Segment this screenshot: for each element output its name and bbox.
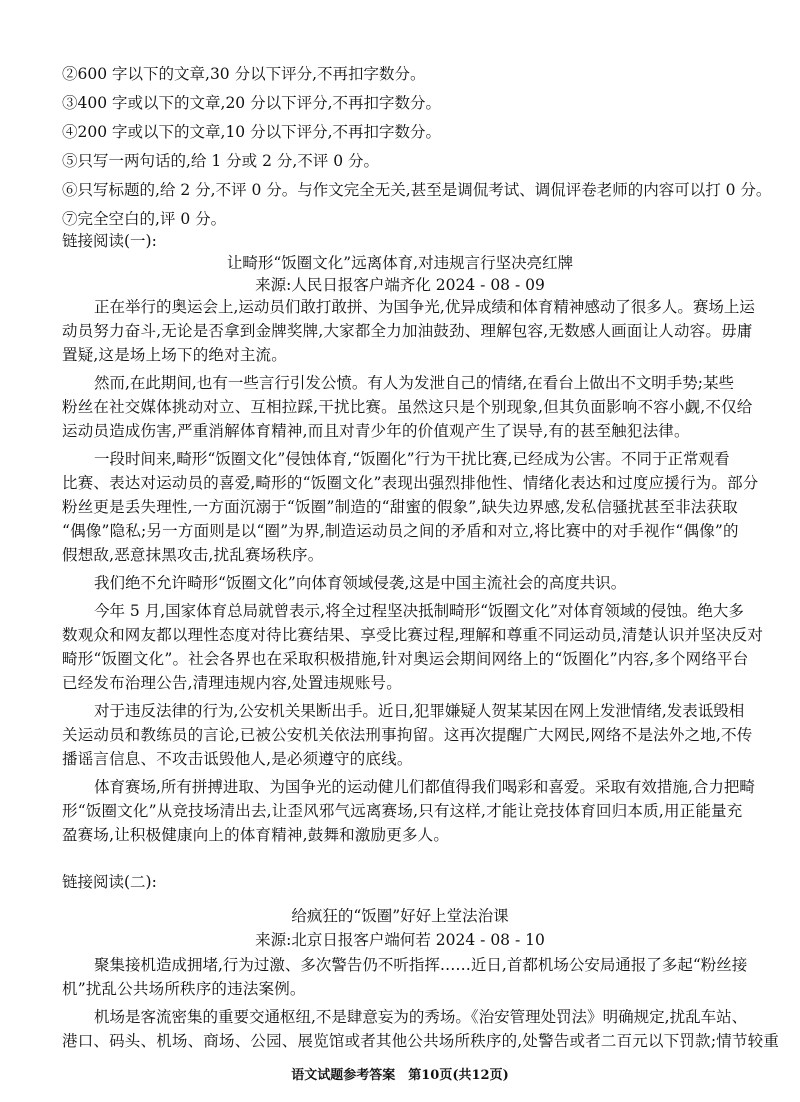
reading-1-title: 让畸形“饭圈文化”远离体育,对违规言行坚决亮红牌 xyxy=(226,254,574,272)
reading-2-line: 聚集接机造成拥堵,行为过激、多次警告仍不听指挥……近日,首都机场公安局通报了多起“粉丝接 xyxy=(94,956,748,974)
reading-1-line: 对于违反法律的行为,公安机关果断出手。近日,犯罪嫌疑人贺某某因在网上发泄情绪,发表诋毁相 xyxy=(94,702,745,720)
reading-1-line: 一段时间来,畸形“饭圈文化”侵蚀体育,“饭圈化”行为干扰比赛,已经成为公害。不同于正常观看 xyxy=(94,450,730,468)
reading-2-line: 机场是客流密集的重要交通枢纽,不是肆意妄为的秀场。《治安管理处罚法》明确规定,扰乱车站、 xyxy=(94,1008,748,1026)
scoring-rule-6: ⑥只写标题的,给 2 分,不评 0 分。与作文完全无关,甚至是调侃考试、调侃评卷老师的内容可以打 0 分。 xyxy=(62,181,772,199)
scoring-rule-7: ⑦完全空白的,评 0 分。 xyxy=(62,210,227,228)
scoring-rule-5: ⑤只写一两句话的,给 1 分或 2 分,不评 0 分。 xyxy=(62,152,380,170)
reading-1-line: 盈赛场,让积极健康向上的体育精神,鼓舞和激励更多人。 xyxy=(62,826,450,844)
reading-1-heading: 链接阅读(一): xyxy=(62,232,157,250)
page-footer: 语文试题参考答案 第10页(共12页) xyxy=(291,1068,509,1083)
reading-1-line: 今年 5 月,国家体育总局就曾表示,将全过程坚决抵制畸形“饭圈文化”对体育领域的侵蚀。绝大多 xyxy=(94,602,744,620)
scoring-rule-4: ④200 字或以下的文章,10 分以下评分,不再扣字数分。 xyxy=(62,123,442,141)
reading-2-title: 给疯狂的“饭圈”好好上堂法治课 xyxy=(291,907,509,925)
reading-1-line: 动员努力奋斗,无论是否拿到金牌奖牌,大家都全力加油鼓劲、理解包容,无数感人画面让人动容。毋庸 xyxy=(62,322,753,340)
scoring-rule-2: ②600 字以下的文章,30 分以下评分,不再扣字数分。 xyxy=(62,65,426,83)
reading-1-line: 形“饭圈文化”从竞技场清出去,让歪风邪气远离赛场,只有这样,才能让竞技体育回归本质,用正能量充 xyxy=(62,802,743,820)
reading-1-line: 比赛、表达对运动员的喜爱,畸形的“饭圈文化”表现出强烈排他性、情绪化表达和过度应援行为。部分 xyxy=(62,474,759,492)
reading-1-line: 我们绝不允许畸形“饭圈文化”向体育领域侵袭,这是中国主流社会的高度共识。 xyxy=(94,574,627,592)
reading-1-line: 粉丝更是丢失理性,一方面沉溺于“饭圈”制造的“甜蜜的假象”,缺失边界感,发私信骚扰甚至非法获取 xyxy=(62,498,738,516)
reading-1-line: 假想敌,恶意抹黑攻击,扰乱赛场秩序。 xyxy=(62,546,324,564)
reading-1-line: 正在举行的奥运会上,运动员们敢打敢拼、为国争光,优异成绩和体育精神感动了很多人。赛场上运 xyxy=(94,298,755,316)
reading-1-line: 然而,在此期间,也有一些言行引发公愤。有人为发泄自己的情绪,在看台上做出不文明手势;某些 xyxy=(94,374,735,392)
reading-1-line: 置疑,这是场上场下的绝对主流。 xyxy=(62,346,287,364)
reading-1-line: 关运动员和教练员的言论,已被公安机关依法刑事拘留。这再次提醒广大网民,网络不是法外之地,不传 xyxy=(62,726,753,744)
reading-1-source: 来源:人民日报客户端齐化 2024 - 08 - 09 xyxy=(255,276,545,294)
reading-1-line: 运动员造成伤害,严重消解体育精神,而且对青少年的价值观产生了误导,有的甚至触犯法律。 xyxy=(62,422,690,440)
reading-1-line: 粉丝在社交媒体挑动对立、互相拉踩,干扰比赛。虽然这只是个别现象,但其负面影响不容小觑,不仅给 xyxy=(62,398,753,416)
reading-1-line: 播谣言信息、不攻击诋毁他人,是必须遵守的底线。 xyxy=(62,750,413,768)
reading-2-line: 港口、码头、机场、商场、公园、展览馆或者其他公共场所秩序的,处警告或者二百元以下罚款;情节较重 xyxy=(62,1032,780,1050)
reading-2-line: 机”扰乱公共场所秩序的违法案例。 xyxy=(62,980,306,998)
reading-1-line: 数观众和网友都以理性态度对待比赛结果、享受比赛过程,理解和尊重不同运动员,清楚认识并坚决反对 xyxy=(62,626,764,644)
reading-1-line: 体育赛场,所有拼搏进取、为国争光的运动健儿们都值得我们喝彩和喜爱。采取有效措施,合力把畸 xyxy=(94,778,755,796)
reading-1-line: “偶像”隐私;另一方面则是以“圈”为界,制造运动员之间的矛盾和对立,将比赛中的对手视作“偶像”的 xyxy=(62,522,739,540)
reading-2-source: 来源:北京日报客户端何若 2024 - 08 - 10 xyxy=(255,931,545,949)
scoring-rule-3: ③400 字或以下的文章,20 分以下评分,不再扣字数分。 xyxy=(62,94,442,112)
reading-1-line: 畸形“饭圈文化”。社会各界也在采取积极措施,针对奥运会期间网络上的“饭圈化”内容,多个网络平台 xyxy=(62,650,749,668)
reading-1-line: 已经发布治理公告,清理违规内容,处置违规账号。 xyxy=(62,674,402,692)
reading-2-heading: 链接阅读(二): xyxy=(62,873,157,891)
